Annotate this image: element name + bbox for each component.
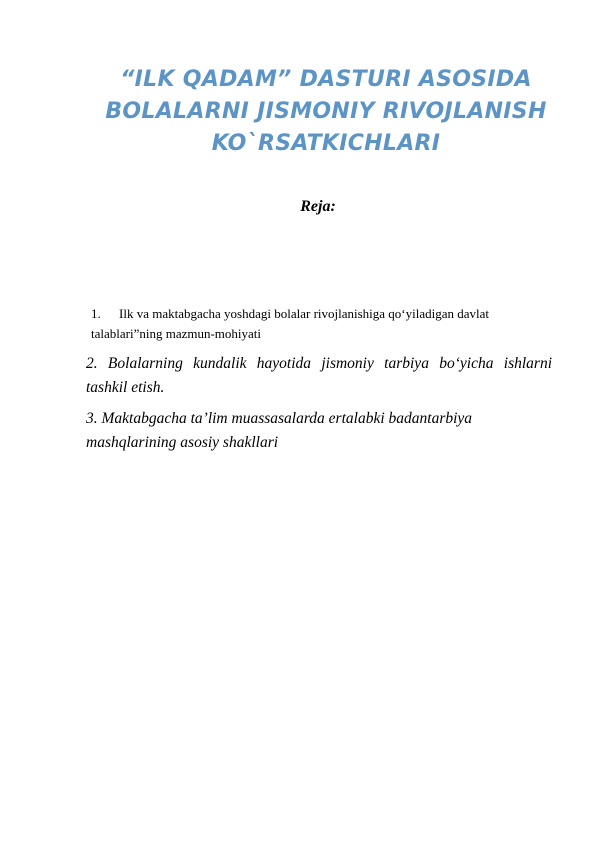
plan-item-number: 1. (91, 306, 101, 321)
plan-item-2 (86, 352, 552, 400)
document-title: “ILK QADAM” DASTURI ASOSIDA BOLALARNI JISMONIY RIVOJLANISH KO`RSATKICHLARI (105, 67, 547, 156)
plan-item-1 (91, 304, 546, 344)
plan-item-number: 2. (86, 355, 98, 372)
plan-heading: Reja: (300, 198, 336, 215)
plan-item-text: Bolalarning kundalik hayotida jismoniy tarbiya bo‘yicha ishlarni tashkil etish. (86, 355, 552, 396)
plan-item-number: 3. (86, 410, 98, 427)
plan-item-3 (86, 407, 552, 455)
plan-item-text: Ilk va maktabgacha yoshdagi bolalar rivojlanishiga qo‘yiladigan davlat talablari”ning mazmun-mohiyati (91, 306, 490, 341)
plan-item-text: Maktabgacha ta’lim muassasalarda ertalabki badantarbiya mashqlarining asosiy shakllari (86, 410, 473, 451)
